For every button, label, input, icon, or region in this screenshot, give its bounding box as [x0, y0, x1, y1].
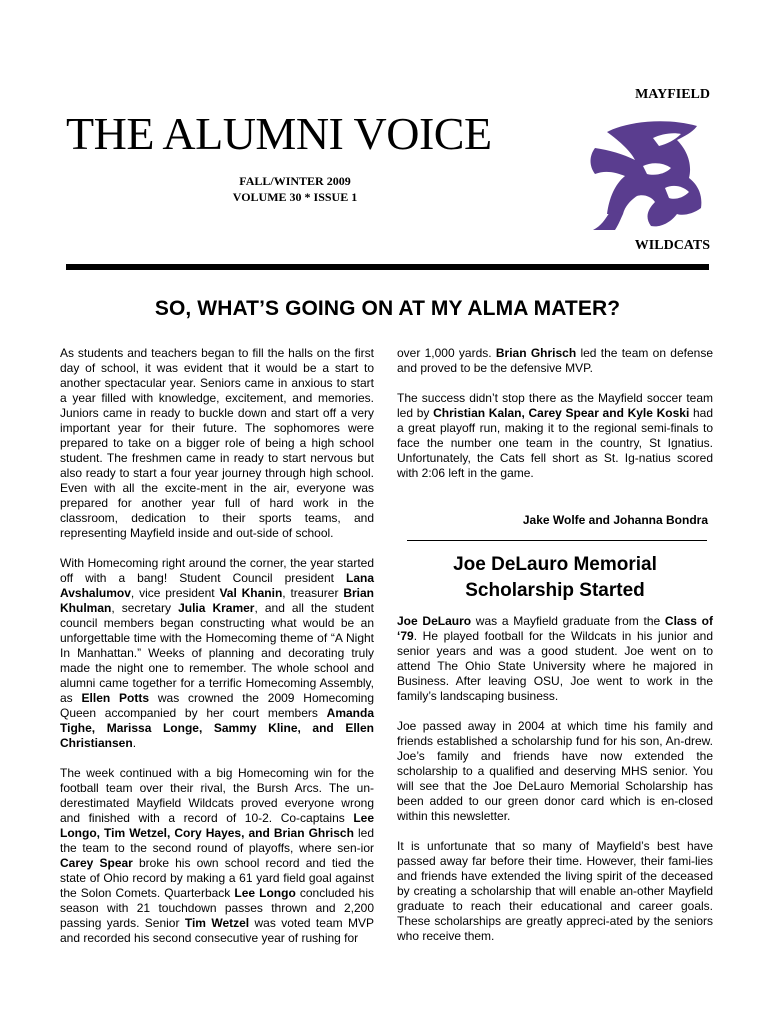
issue-date: FALL/WINTER 2009 [239, 174, 351, 188]
article-headline: SO, WHAT’S GOING ON AT MY ALMA MATER? [154, 297, 621, 320]
wildcat-paw-logo-icon [585, 118, 705, 233]
article-paragraph: It is unfortunate that so many of Mayfield’s best have passed away far before their time. However, their fami-lies and friends have extended the living spirit of the deceased by creating a scholarship that will enable an-other Mayfield graduate to reach their educational and career goals. These scholarships are greatly appreci-ated by the seniors who receive them. [397, 839, 713, 943]
article-paragraph: Joe passed away in 2004 at which time his family and friends established a scholarship fund for his son, An-drew. Joe’s family and friends have now extended the scholarship to a qualified and deserving MHS senior. You will see that the Joe DeLauro Memorial Scholarship has been added to our green donor card which is en-closed within this newsletter. [397, 719, 713, 823]
school-name-bottom: WILDCATS [634, 238, 710, 253]
article-paragraph: With Homecoming right around the corner, the year started off with a bang! Student Council president Lana Avshalumov, vice president Val Khanin, treasurer Brian Khulman, secretary Julia Kramer, and all the student council members began constructing what would be an unforgettable time with the Homecoming theme of “A Night In Manhattan.” Weeks of planning and decorating truly made the night one to remember. The whole school and alumni came together for a terrific Homecoming Assembly, as Ellen Potts was crowned the 2009 Homecoming Queen accompanied by her court members Amanda Tighe, Marissa Longe, Sammy Kline, and Ellen Christiansen. [60, 556, 374, 750]
school-name-top: MAYFIELD [635, 87, 710, 102]
newsletter-title: THE ALUMNI VOICE [66, 108, 492, 159]
article-byline: Jake Wolfe and Johanna Bondra [522, 513, 708, 527]
left-column [60, 346, 374, 946]
article-paragraph: The week continued with a big Homecoming win for the football team over their rival, the Bursh Arcs. The un-derestimated Mayfield Wildcats proved everyone wrong and finished with a record of 10-2. Co-captains Lee Longo, Tim Wetzel, Cory Hayes, and Brian Ghrisch led the team to the second round of playoffs, where sen-ior Carey Spear broke his own school record and tied the state of Ohio record by making a 61 yard field goal against the Solon Comets. Quarterback Lee Longo concluded his season with 21 touchdown passes thrown and 2,200 passing yards. Senior Tim Wetzel was voted team MVP and recorded his second consecutive year of rushing for [60, 766, 374, 945]
masthead-divider [66, 264, 709, 270]
section-divider [407, 540, 707, 541]
scholarship-article [397, 614, 713, 944]
article-paragraph: As students and teachers began to fill the halls on the first day of school, it was evident that it would be a start to another spectacular year. Seniors came in anxious to start a year filled with knowledge, excitement, and memories. Juniors came in ready to buckle down and start off a very important year for their future. The sophomores were prepared to take on a bigger role of being a high school student. The freshmen came in ready to start nervous but also ready to start a four year journey through high school. Even with all the excite-ment in the air, everyone was prepared for another year full of hard work in the classroom, dedication to their sports teams, and representing Mayfield inside and out-side of school. [60, 346, 374, 540]
article-paragraph-continued: over 1,000 yards. Brian Ghrisch led the team on defense and proved to be the defensive MVP. [397, 346, 713, 375]
article-paragraph: The success didn’t stop there as the Mayfield soccer team led by Christian Kalan, Carey Spear and Kyle Koski had a great playoff run, making it to the regional semi-finals to face the number one team in the country, St Ignatius. Unfortunately, the Cats fell short as St. Ig-natius scored with 2:06 left in the game. [397, 391, 714, 480]
right-column [397, 346, 713, 481]
issue-volume: VOLUME 30 * ISSUE 1 [232, 190, 358, 204]
scholarship-headline: Joe DeLauro Memorial Scholarship Started [453, 554, 657, 601]
article-paragraph: Joe DeLauro was a Mayfield graduate from the Class of ‘79. He played football for the Wildcats in his junior and senior years and was a good student. Joe went on to attend The Ohio State University where he majored in Business. After leaving OSU, Joe went to work in the family’s landscaping business. [397, 614, 713, 703]
